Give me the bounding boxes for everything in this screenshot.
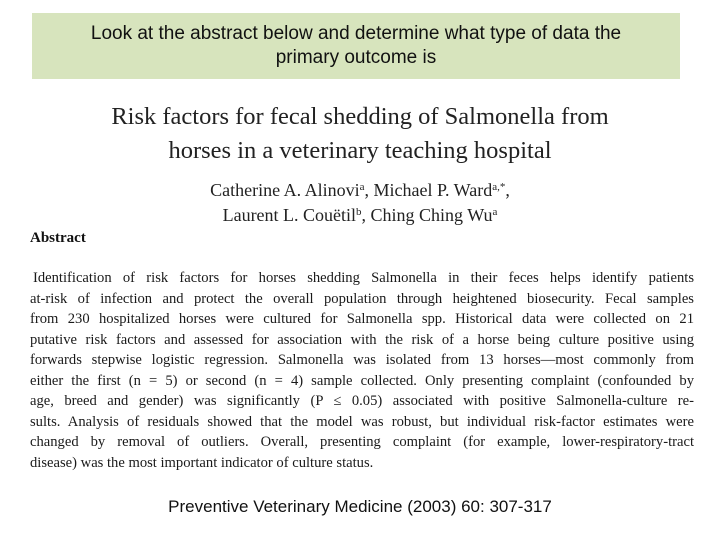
abstract-line: at-risk of infection and protect the overall population through heightened biosecurity. Fecal samples — [30, 290, 694, 307]
abstract-line: age, breed and gender) was significantly (P ≤ 0.05) associated with positive Salmonella-culture re- — [30, 393, 694, 409]
author-name: Catherine A. Alinovi — [210, 180, 360, 200]
author-name: Ching Ching Wu — [370, 205, 493, 225]
author-name: Laurent L. Couëtil — [222, 205, 357, 225]
author-list — [40, 176, 680, 226]
question-prompt-box — [32, 13, 680, 79]
author-affiliation: a — [359, 181, 365, 193]
abstract-line: forwards stepwise logistic regression. Salmonella was isolated from 13 horses—most commonly from — [30, 352, 694, 368]
abstract-line: from 230 hospitalized horses were cultured for Salmonella spp. Historical data were collected on 21 — [30, 311, 694, 327]
author-affiliation: b — [356, 206, 362, 218]
author-affiliation: a — [492, 206, 498, 218]
paper-title-line-1: Risk factors for fecal shedding of Salmonella from — [111, 103, 609, 130]
prompt-line-2: primary outcome is — [275, 47, 437, 68]
abstract-line: either the first (n = 5) or second (n = 4) sample collected. Only presenting complaint (confounded by — [30, 372, 694, 389]
author-line-2: Laurent L. Couëtil$^b$, Ching Ching Wu$^a$ — [222, 205, 498, 225]
abstract-line: sults. Analysis of residuals showed that the model was robust, but individual risk-factor estimates were — [30, 413, 694, 430]
question-prompt-text — [91, 22, 621, 70]
author-line-1: Catherine A. Alinovi$^a$, Michael P. Ward$^{a,*}$, — [210, 180, 510, 200]
author-name: Michael P. Ward — [373, 180, 493, 200]
abstract-line: Identification of risk factors for horses shedding Salmonella in their feces helps identify patients — [33, 270, 694, 286]
author-affiliation: a,* — [492, 181, 506, 193]
abstract-line: disease) was the most important indicator of culture status. — [30, 454, 374, 471]
abstract-line: putative risk factors and assessed for association with the risk of a horse being culture positive using — [30, 331, 694, 348]
paper-title-line-2: horses in a veterinary teaching hospital — [168, 137, 552, 164]
abstract-line: changed by removal of outliers. Overall, presenting complaint (for example, lower-respiratory-tract — [30, 434, 694, 450]
paper-title — [40, 100, 680, 168]
prompt-line-1: Look at the abstract below and determine what type of data the — [90, 23, 622, 44]
journal-citation: Preventive Veterinary Medicine (2003) 60: 307-317 — [168, 497, 552, 516]
abstract-heading: Abstract — [30, 230, 86, 246]
abstract-body — [30, 268, 694, 473]
